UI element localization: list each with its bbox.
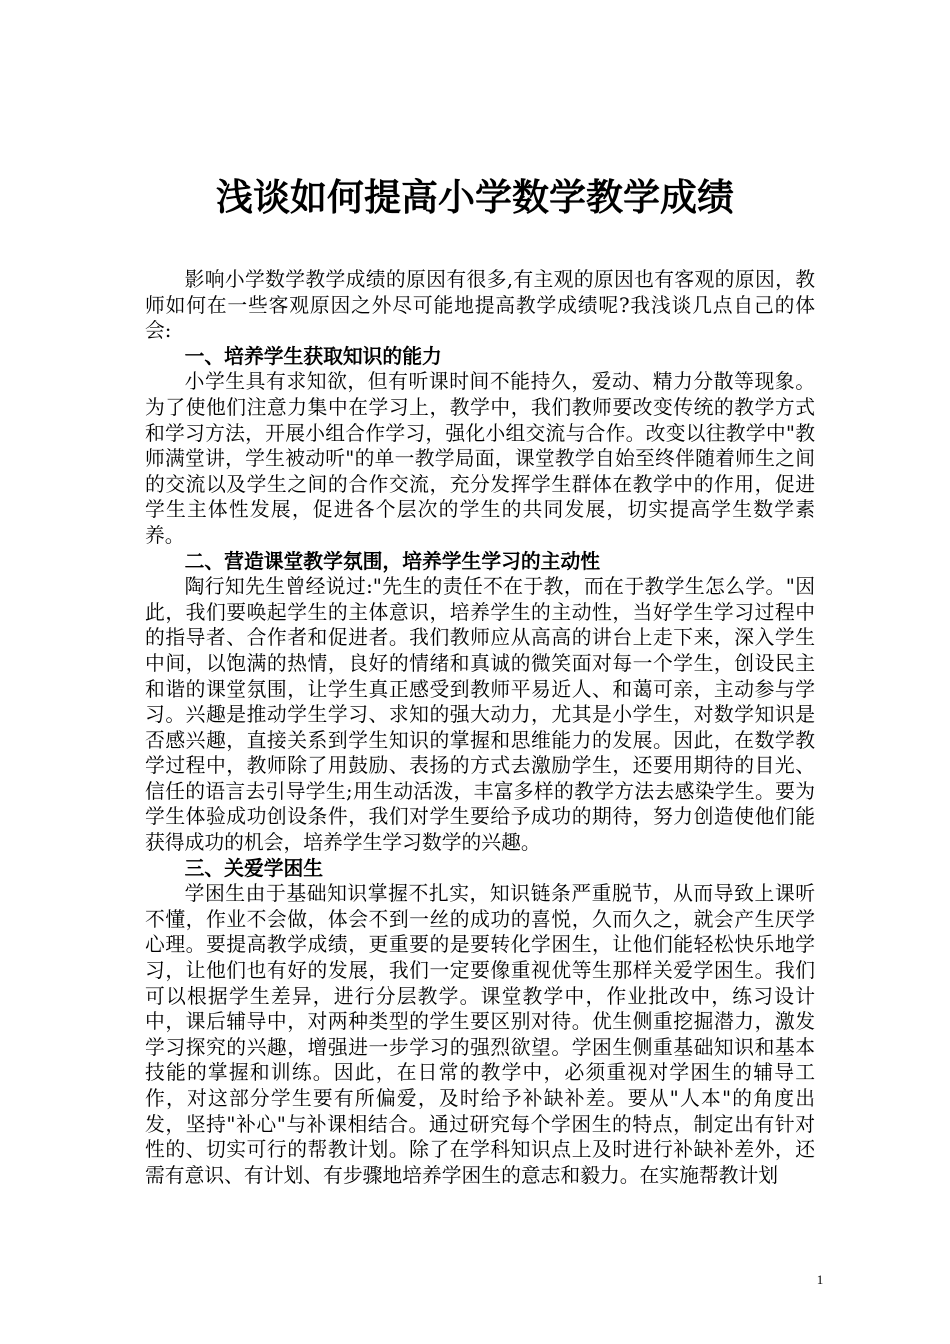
intro-paragraph: 影响小学数学教学成绩的原因有很多,有主观的原因也有客观的原因，教师如何在一些客观原因之外尽可能地提高教学成绩呢?我浅谈几点自己的体会: — [145, 268, 815, 343]
section-paragraph-2: 陶行知先生曾经说过:"先生的责任不在于教，而在于教学生怎么学。"因此，我们要唤起学生的主体意识，培养学生的主动性，当好学生学习过程中的指导者、合作者和促进者。我们教师应从高高的讲台上走下来，深入学生中间，以饱满的热情，良好的情绪和真诚的微笑面对每一个学生，创设民主和谐的课堂氛围，让学生真正感受到教师平易近人、和蔼可亲，主动参与学习。兴趣是推动学生学习、求知的强大动力，尤其是小学生，对数学知识是否感兴趣，直接关系到学生知识的掌握和思维能力的发展。因此，在数学教学过程中，教师除了用鼓励、表扬的方式去激励学生，还要用期待的目光、信任的语言去引导学生;用生动活泼，丰富多样的教学方法去感染学生。要为学生体验成功创设条件，我们对学生要给予成功的期待，努力创造使他们能获得成功的机会，培养学生学习数学的兴趣。 — [145, 575, 815, 855]
section-heading-3: 三、关爱学困生 — [184, 855, 324, 880]
section-paragraph-3: 学困生由于基础知识掌握不扎实，知识链条严重脱节，从而导致上课听不懂，作业不会做，体会不到一丝的成功的喜悦，久而久之，就会产生厌学心理。要提高教学成绩，更重要的是要转化学困生，让他们能轻松快乐地学习，让他们也有好的发展，我们一定要像重视优等生那样关爱学困生。我们可以根据学生差异，进行分层教学。课堂教学中，作业批改中，练习设计中，课后辅导中，对两种类型的学生要区别对待。优生侧重挖掘潜力，激发学习探究的兴趣，增强进一步学习的强烈欲望。学困生侧重基础知识和基本技能的掌握和训练。因此，在日常的教学中，必须重视对学困生的辅导工作，对这部分学生要有所偏爱，及时给予补缺补差。要从"人本"的角度出发，坚持"补心"与补课相结合。通过研究每个学困生的特点，制定出有针对性的、切实可行的帮教计划。除了在学科知识点上及时进行补缺补差外，还需有意识、有计划、有步骤地培养学困生的意志和毅力。在实施帮教计划 — [145, 882, 815, 1187]
page-number: 1 — [816, 1272, 824, 1287]
section-heading-1: 一、培养学生获取知识的能力 — [184, 343, 442, 368]
page-title: 浅谈如何提高小学数学教学成绩 — [216, 176, 734, 219]
section-paragraph-1: 小学生具有求知欲，但有听课时间不能持久，爱动、精力分散等现象。为了使他们注意力集中在学习上，教学中，我们教师要改变传统的教学方式和学习方法，开展小组合作学习，强化小组交流与合作。改变以往教学中"教师满堂讲，学生被动听"的单一教学局面，课堂教学自始至终伴随着师生之间的交流以及学生之间的合作交流，充分发挥学生群体在教学中的作用，促进学生主体性发展，促进各个层次的学生的共同发展，切实提高学生数学素养。 — [145, 370, 815, 547]
section-heading-2: 二、营造课堂教学氛围，培养学生学习的主动性 — [184, 548, 601, 573]
document-body — [145, 267, 815, 1188]
